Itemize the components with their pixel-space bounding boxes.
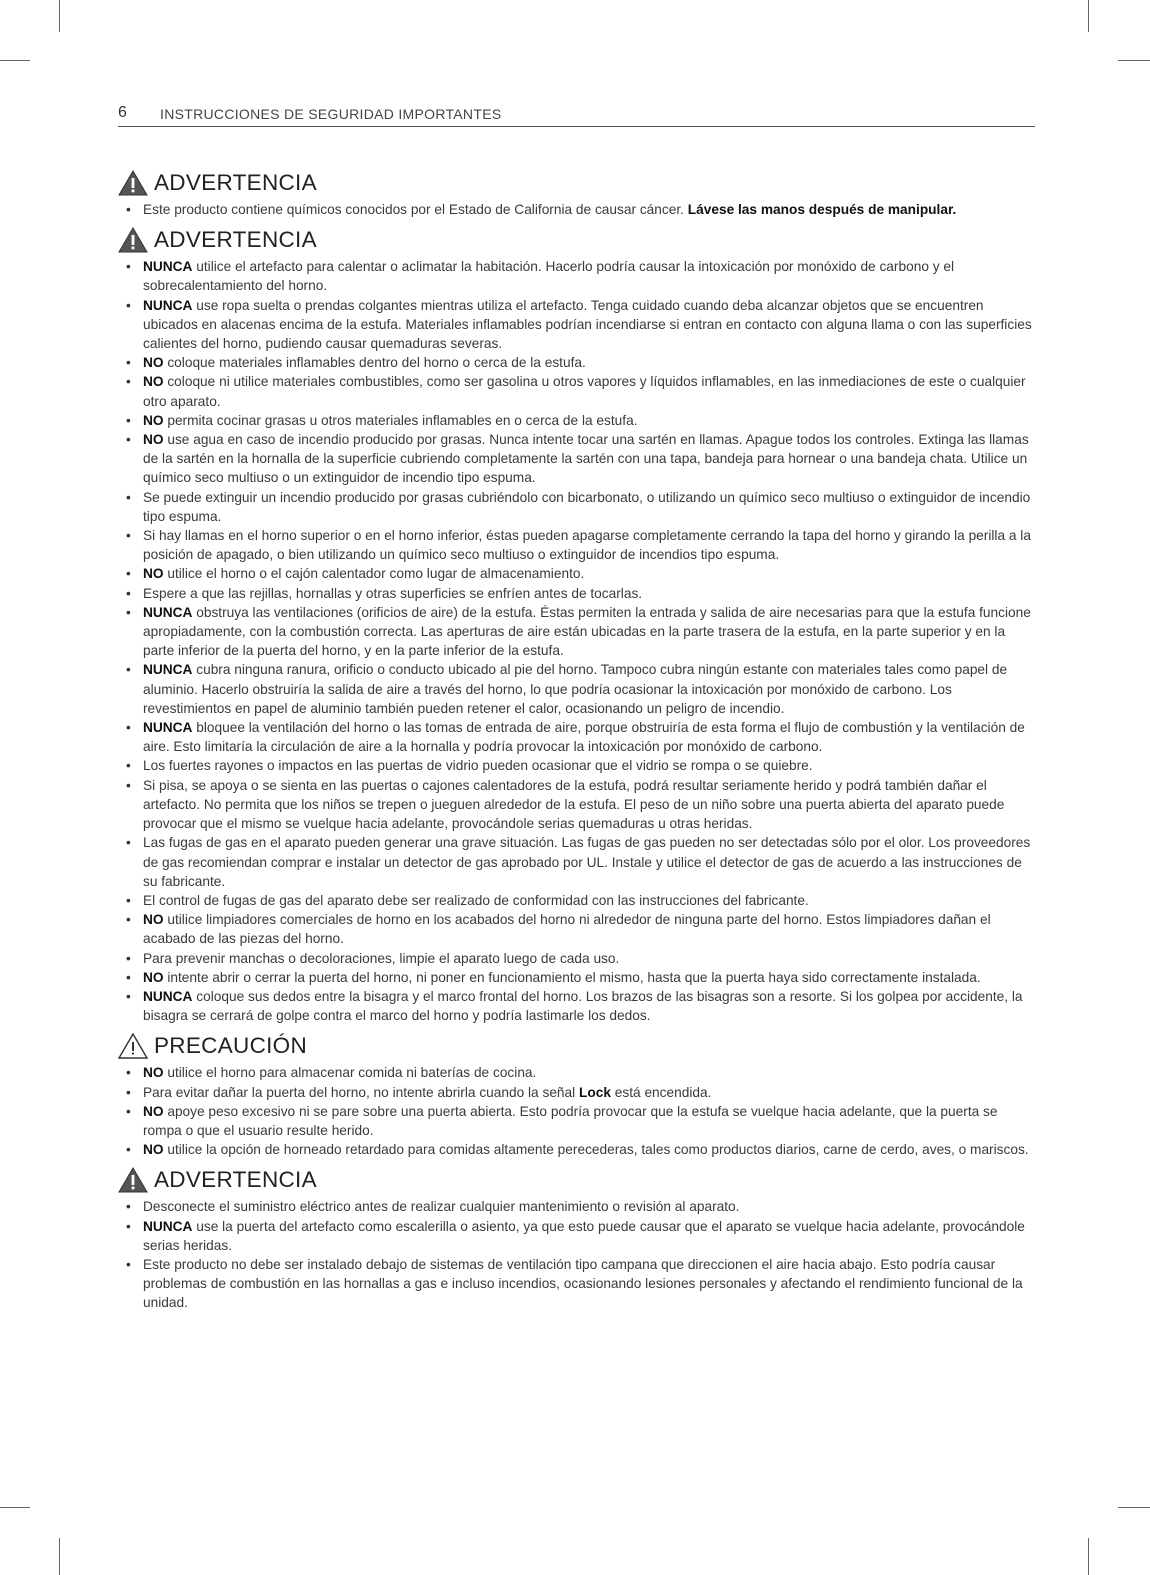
bullet-list: [118, 1197, 1035, 1312]
safety-section: [118, 168, 1035, 219]
safety-section: [118, 1165, 1035, 1312]
emphasis-lead: NO: [143, 912, 164, 928]
list-item: [118, 949, 1035, 968]
item-text: Para evitar dañar la puerta del horno, no intente abrirla cuando la señal: [143, 1084, 580, 1100]
list-item: [118, 372, 1035, 410]
item-text: coloque materiales inflamables dentro del horno o cerca de la estufa.: [163, 355, 586, 371]
warning-filled-icon: [118, 1167, 148, 1193]
item-text: Desconecte el suministro eléctrico antes de realizar cualquier mantenimiento o revisión al aparato.: [143, 1199, 740, 1215]
item-text: apoye peso excesivo ni se pare sobre una puerta abierta. Esto podría provocar que la estufa se vuelque hacia adelante, que la puerta se rompa o que el usuario resulte herido.: [143, 1103, 998, 1138]
item-text: Las fugas de gas en el aparato pueden generar una grave situación. Las fugas de gas pueden no ser detectadas sólo por el olor. Los proveedores de gas recomiendan comprar e instalar un detector de gas aprobado por UL. Instale y utilice el detector de gas de acuerdo a las instrucciones de su fabricante.: [143, 835, 1031, 889]
item-text: intente abrir o cerrar la puerta del horno, ni poner en funcionamiento el mismo, hasta que la puerta haya sido correctamente instalada.: [163, 969, 981, 985]
caution-outline-icon: [118, 1033, 148, 1059]
list-item: [118, 1255, 1035, 1313]
emphasis-lead: NUNCA: [143, 662, 193, 678]
list-item: [118, 488, 1035, 526]
bullet-list: [118, 257, 1035, 1025]
list-item: [118, 660, 1035, 718]
list-item: [118, 200, 1035, 219]
item-text: Si pisa, se apoya o se sienta en las puertas o cajones calentadores de la estufa, podrá resultar seriamente herido y podrá también dañar el artefacto. No permita que los niños se trepen o jueguen alrededor de la estufa. El peso de un niño sobre una puerta abierta del aparato puede provocar que el mismo se vuelque hacia adelante, provocándole serias quemaduras u otras heridas.: [143, 777, 1005, 832]
item-text: utilice el horno o el cajón calentador como lugar de almacenamiento.: [163, 566, 585, 582]
section-heading-text: PRECAUCIÓN: [154, 1033, 308, 1059]
emphasis-lead: NUNCA: [143, 720, 193, 736]
emphasis-lead: NO: [143, 969, 164, 985]
item-text: obstruya las ventilaciones (orificios de aire) de la estufa. Éstas permiten la entrada y salida de aire necesarias para que la estufa funcione apropiadamente, con la combustión correcta. Las aperturas de aire están ubicadas en la parte trasera de la estufa, en la parte superior y en la parte inferior de la puerta del horno, y en la parte inferior de la estufa.: [143, 604, 1031, 659]
item-text: Este producto contiene químicos conocidos por el Estado de California de causar cáncer.: [143, 202, 688, 217]
section-heading: [118, 168, 1035, 198]
emphasis-lead: NO: [143, 355, 164, 371]
crop-mark: [1088, 1538, 1089, 1575]
list-item: [118, 718, 1035, 756]
item-text: coloque sus dedos entre la bisagra y el marco frontal del horno. Los brazos de las bisagras son a resorte. Si los golpea por accidente, la bisagra se cerrará de golpe contra el marco del horno y podría lastimarle los dedos.: [143, 988, 1023, 1024]
item-text: permita cocinar grasas u otros materiales inflamables en o cerca de la estufa.: [163, 412, 638, 428]
emphasis-lead: NO: [143, 566, 164, 582]
item-text-after: está encendida.: [610, 1084, 712, 1100]
item-text: Este producto no debe ser instalado debajo de sistemas de ventilación tipo campana que direccionen el aire hacia abajo. Esto podría causar problemas de combustión en las hornallas a gas e incluso incendios, ocasionando lesiones personales y afectando el rendimiento funcional de la unidad.: [143, 1256, 1023, 1311]
warning-filled-icon: [118, 227, 148, 253]
list-item: [118, 584, 1035, 603]
item-text: utilice la opción de horneado retardado para comidas altamente perecederas, tales como productos diarios, carne de cerdo, aves, o mariscos.: [163, 1142, 1029, 1158]
page-number: 6: [118, 104, 127, 121]
emphasis-lead: NO: [143, 412, 164, 428]
crop-mark: [1118, 1507, 1150, 1508]
list-item: [118, 296, 1035, 354]
safety-section: [118, 225, 1035, 1025]
item-text: cubra ninguna ranura, orificio o conducto ubicado al pie del horno. Tampoco cubra ningún estante con materiales tales como papel de aluminio. Hacerlo obstruiría la salida de aire a través del horno, lo que podría ocasionar la intoxicación por monóxido de carbono. Los revestimientos en papel de aluminio también pueden retener el calor, ocasionando un peligro de incendio.: [143, 662, 1008, 716]
bullet-list: [118, 200, 1035, 219]
document-body: [118, 168, 1035, 1319]
list-item: [118, 987, 1035, 1025]
crop-mark: [1088, 0, 1089, 32]
list-item: [118, 257, 1035, 295]
item-text: coloque ni utilice materiales combustibles, como ser gasolina u otros vapores y líquidos inflamables, en las inmediaciones de este o cualquier otro aparato.: [143, 374, 1026, 409]
emphasis-lead: NO: [143, 432, 164, 448]
item-text: use agua en caso de incendio producido por grasas. Nunca intente tocar una sartén en llamas. Apague todos los controles. Extinga las llamas de la sartén en la hornalla de la superficie cubriendo completamente la sartén con una tapa, bandeja para hornear o una bandeja chata. Utilice un químico seco multiuso o un extinguidor de incendio tipo espuma.: [143, 432, 1029, 486]
item-text: bloquee la ventilación del horno o las tomas de entrada de aire, porque obstruiría de esta forma el flujo de combustión y la ventilación de aire. Esto limitaría la circulación de aire a la hornalla y podría provocar la intoxicación por monóxido de carbono.: [143, 720, 1025, 755]
list-item: [118, 411, 1035, 430]
bullet-list: [118, 1063, 1035, 1159]
item-text: Se puede extinguir un incendio producido por grasas cubriéndolo con bicarbonato, o utilizando un químico seco multiuso o extinguidor de incendio tipo espuma.: [143, 489, 1031, 524]
section-heading: [118, 225, 1035, 255]
list-item: [118, 1197, 1035, 1216]
section-heading-text: ADVERTENCIA: [154, 227, 317, 253]
safety-section: [118, 1031, 1035, 1159]
emphasis-tail: Lávese las manos después de manipular.: [687, 202, 957, 217]
list-item: [118, 756, 1035, 775]
list-item: [118, 430, 1035, 488]
emphasis-lead: NUNCA: [143, 604, 193, 620]
section-heading: [118, 1031, 1035, 1061]
list-item: [118, 1217, 1035, 1255]
crop-mark: [1118, 60, 1150, 61]
list-item: [118, 353, 1035, 372]
item-text: Espere a que las rejillas, hornallas y otras superficies se enfríen antes de tocarlas.: [143, 585, 643, 601]
emphasis-tail: Lock: [579, 1084, 611, 1100]
warning-filled-icon: [118, 170, 148, 196]
list-item: [118, 891, 1035, 910]
item-text: utilice el artefacto para calentar o aclimatar la habitación. Hacerlo podría causar la intoxicación por monóxido de carbono y el sobrecalentamiento del horno.: [143, 259, 955, 294]
list-item: [118, 968, 1035, 987]
emphasis-lead: NUNCA: [143, 988, 193, 1004]
list-item: [118, 1140, 1035, 1159]
list-item: [118, 833, 1035, 891]
item-text: Si hay llamas en el horno superior o en el horno inferior, éstas pueden apagarse completamente cerrando la tapa del horno y girando la perilla a la posición de apagado, o bien utilizando un químico seco multiuso o extinguidor de incendios tipo espuma.: [143, 528, 1031, 563]
item-text: use ropa suelta o prendas colgantes mientras utiliza el artefacto. Tenga cuidado cuando deba alcanzar objetos que se encuentren ubicados en alacenas encima de la estufa. Materiales inflamables podrían incendiarse si entran en contacto con alguna llama o con las superficies calientes del horno, pudiendo causar quemaduras severas.: [143, 297, 1032, 352]
emphasis-lead: NO: [143, 1103, 164, 1119]
list-item: [118, 1063, 1035, 1082]
list-item: [118, 1102, 1035, 1140]
crop-mark: [0, 60, 30, 61]
emphasis-lead: NUNCA: [143, 297, 193, 313]
section-heading-text: ADVERTENCIA: [154, 1167, 317, 1193]
header-title: INSTRUCCIONES DE SEGURIDAD IMPORTANTES: [160, 106, 502, 122]
crop-mark: [59, 0, 60, 32]
item-text: utilice el horno para almacenar comida ni baterías de cocina.: [163, 1065, 537, 1081]
item-text: El control de fugas de gas del aparato debe ser realizado de conformidad con las instrucciones del fabricante.: [143, 892, 809, 908]
list-item: [118, 1083, 1035, 1102]
page-header: [118, 104, 1035, 127]
crop-mark: [59, 1538, 60, 1575]
list-item: [118, 910, 1035, 948]
item-text: use la puerta del artefacto como escalerilla o asiento, ya que esto puede causar que el aparato se vuelque hacia adelante, provocándole serias heridas.: [143, 1218, 1025, 1253]
emphasis-lead: NO: [143, 374, 164, 390]
list-item: [118, 526, 1035, 564]
emphasis-lead: NO: [143, 1065, 164, 1081]
section-heading: [118, 1165, 1035, 1195]
emphasis-lead: NO: [143, 1142, 164, 1158]
item-text: Para prevenir manchas o decoloraciones, limpie el aparato luego de cada uso.: [143, 950, 620, 966]
section-heading-text: ADVERTENCIA: [154, 170, 317, 195]
emphasis-lead: NUNCA: [143, 259, 193, 275]
list-item: [118, 564, 1035, 583]
list-item: [118, 776, 1035, 834]
emphasis-lead: NUNCA: [143, 1218, 193, 1234]
crop-mark: [0, 1507, 30, 1508]
item-text: Los fuertes rayones o impactos en las puertas de vidrio pueden ocasionar que el vidrio se rompa o se quiebre.: [143, 758, 813, 774]
list-item: [118, 603, 1035, 661]
item-text: utilice limpiadores comerciales de horno en los acabados del horno ni alrededor de ninguna parte del horno. Estos limpiadores dañan el acabado de las piezas del horno.: [143, 912, 991, 947]
